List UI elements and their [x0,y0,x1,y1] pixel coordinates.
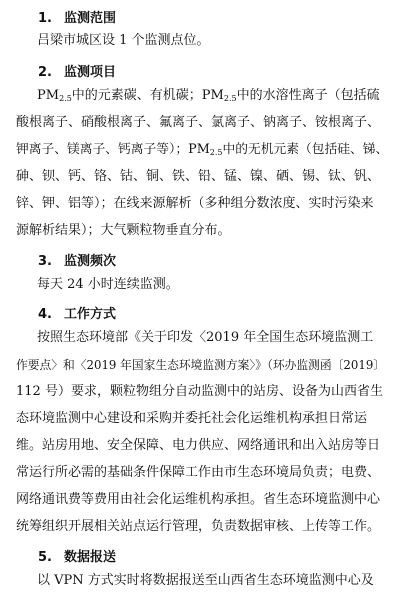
section-heading-3 [38,250,116,269]
section-title: 监测频次 [64,254,117,269]
paragraph-line: 112 号）要求，颗粒物组分自动监测中的站房、设备为山西省生 [16,384,383,399]
paragraph-line: 态环境监测中心建设和采购并委托社会化运维机构承担日常运 [16,411,368,426]
paragraph-line: 常运行所必需的基础条件保障工作由市生态环境局负责；电费、 [16,465,381,480]
paragraph-line [16,142,388,161]
section-title: 监测项目 [64,65,117,80]
paragraph-line: 统筹组织开展相关站点运行管理，负责数据审核、上传等工作。 [16,519,381,534]
paragraph-line [37,88,380,107]
paragraph-line: 每天 24 小时连续监测。 [37,277,179,292]
section-heading-5 [38,546,116,565]
paragraph-line: 以 VPN 方式实时将数据报送至山西省生态环境监测中心及 [37,573,374,588]
section-number: 3. [38,254,52,269]
paragraph-line: 网络通讯费等费用由社会化运维机构承担。省生态环境监测中心 [16,492,381,507]
paragraph-line: 酸根离子、硝酸根离子、氟离子、氯离子、钠离子、铵根离子、 [16,115,381,130]
section-heading-1 [38,7,116,26]
paragraph-line: 维。站房用地、安全保障、电力供应、网络通讯和出入站房等日 [16,438,381,453]
paragraph-line: 吕梁市城区设 1 个监测点位。 [37,33,210,48]
text-run: 中的元素碳、有机碳；PM [71,88,224,103]
section-heading-4 [38,303,116,322]
section-number: 4. [38,307,52,322]
section-number: 1. [38,11,52,26]
paragraph-line: 锌、钾、铝等）；在线来源解析（多种组分数浓度、实时污染来 [16,196,374,211]
section-title: 工作方式 [64,307,117,322]
text-run: 中的无机元素（包括硅、锑、 [222,142,389,157]
text-run: PM [37,88,60,103]
text-run: 钾离子、镁离子、钙离子等）；PM [16,142,210,157]
subscript: 2.5 [223,94,237,103]
paragraph-line: 作要点〉和〈2019 年国家生态环境监测方案〉》（环办监测函〔2019〕 [16,358,386,372]
section-heading-2 [38,61,116,80]
subscript: 2.5 [59,94,72,103]
section-number: 2. [38,65,52,80]
text-run: 中的水溶性离子（包括硫 [236,88,380,103]
subscript: 2.5 [209,148,223,157]
paragraph-line: 砷、钡、钙、铬、钴、铜、铁、铅、锰、镍、硒、锡、钛、钒、 [16,169,381,184]
section-title: 监测范围 [64,11,117,26]
section-number: 5. [38,550,52,565]
paragraph-line: 源解析结果）；大气颗粒物垂直分布。 [16,223,231,238]
paragraph-line: 按照生态环境部《关于印发〈2019 年全国生态环境监测工 [37,330,374,345]
section-title: 数据报送 [64,550,117,565]
